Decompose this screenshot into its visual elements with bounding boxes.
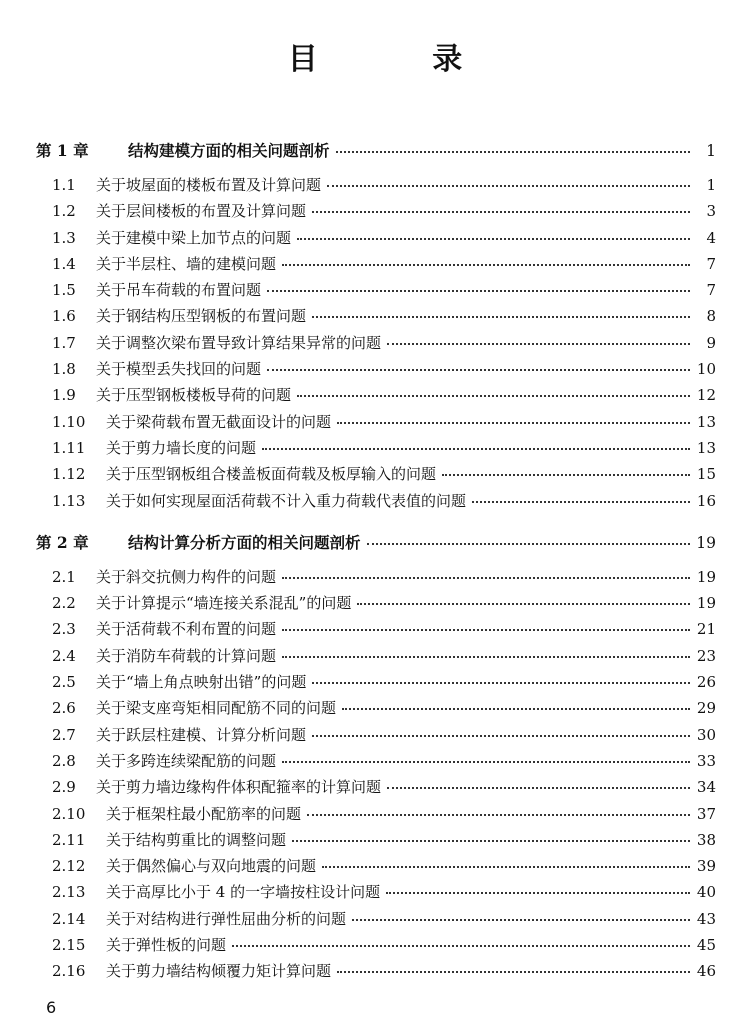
dot-leader xyxy=(262,444,690,450)
dot-leader xyxy=(386,888,690,894)
chapter-page-number: 1 xyxy=(706,142,716,160)
section-page-number: 23 xyxy=(696,646,716,665)
section-number: 1.9 xyxy=(52,386,76,405)
dot-leader xyxy=(282,260,690,266)
section-title: 关于梁支座弯矩相同配筋不同的问题 xyxy=(96,699,337,718)
section-number: 2.4 xyxy=(52,646,76,665)
section-title: 关于偶然偏心与双向地震的问题 xyxy=(106,857,317,876)
section-title: 关于剪力墙结构倾覆力矩计算问题 xyxy=(106,962,332,981)
toc-section-row[interactable] xyxy=(36,330,716,356)
section-number: 2.11 xyxy=(52,830,86,849)
dot-leader xyxy=(352,915,690,921)
dot-leader xyxy=(292,836,690,842)
chapter-title: 结构计算分析方面的相关问题剖析 xyxy=(128,532,361,552)
toc-section-row[interactable] xyxy=(36,827,716,853)
section-page-number: 19 xyxy=(696,567,716,586)
section-number: 1.1 xyxy=(52,176,76,194)
section-page-number: 1 xyxy=(706,176,716,194)
dot-leader xyxy=(312,207,690,213)
toc-section-row[interactable] xyxy=(36,564,716,590)
toc-section-row[interactable] xyxy=(36,461,716,487)
toc-section-row[interactable] xyxy=(36,616,716,642)
section-number: 1.3 xyxy=(52,228,76,247)
dot-leader xyxy=(337,418,690,424)
section-page-number: 12 xyxy=(696,386,716,405)
section-title: 关于压型钢板楼板导荷的问题 xyxy=(96,386,292,405)
dot-leader xyxy=(232,941,690,947)
section-title: 关于半层柱、墙的建模问题 xyxy=(96,254,277,273)
dot-leader xyxy=(322,862,690,868)
dot-leader xyxy=(442,470,690,476)
toc-section-row[interactable] xyxy=(36,488,716,514)
dot-leader xyxy=(342,704,690,710)
section-page-number: 26 xyxy=(696,673,716,692)
toc-section-row[interactable] xyxy=(36,382,716,408)
toc-section-row[interactable] xyxy=(36,409,716,435)
section-title: 关于计算提示“墙连接关系混乱”的问题 xyxy=(96,594,352,613)
section-page-number: 40 xyxy=(696,883,716,902)
section-number: 2.13 xyxy=(52,883,86,902)
chapter-page-number: 19 xyxy=(696,533,716,552)
section-page-number: 43 xyxy=(696,909,716,928)
dot-leader xyxy=(297,234,690,240)
toc-section-row[interactable] xyxy=(36,748,716,774)
section-title: 关于吊车荷载的布置问题 xyxy=(96,281,262,300)
toc-section-row[interactable] xyxy=(36,695,716,721)
section-page-number: 8 xyxy=(706,307,716,326)
dot-leader xyxy=(282,757,690,763)
section-title: 关于钢结构压型钢板的布置问题 xyxy=(96,307,307,326)
section-number: 2.9 xyxy=(52,778,76,797)
section-page-number: 38 xyxy=(696,830,716,849)
dot-leader xyxy=(267,286,690,292)
section-number: 1.5 xyxy=(52,281,76,300)
section-page-number: 13 xyxy=(696,412,716,431)
section-number: 2.16 xyxy=(52,962,86,981)
section-page-number: 9 xyxy=(706,333,716,352)
section-title: 关于“墙上角点映射出错”的问题 xyxy=(96,673,307,692)
chapter-gap xyxy=(36,514,716,528)
page-title: 目 录 xyxy=(287,42,515,77)
toc-section-row[interactable] xyxy=(36,643,716,669)
chapter-title: 结构建模方面的相关问题剖析 xyxy=(128,141,330,160)
toc-chapter-row[interactable] xyxy=(36,136,716,166)
page-number: 6 xyxy=(46,998,57,1017)
dot-leader xyxy=(307,810,690,816)
toc-section-row[interactable] xyxy=(36,277,716,303)
section-title: 关于梁荷载布置无截面设计的问题 xyxy=(106,412,332,431)
section-number: 1.7 xyxy=(52,333,76,352)
toc-section-row[interactable] xyxy=(36,774,716,800)
dot-leader xyxy=(282,573,690,579)
section-title: 关于模型丢失找回的问题 xyxy=(96,360,262,379)
toc-section-row[interactable] xyxy=(36,590,716,616)
dot-leader xyxy=(312,678,690,684)
section-page-number: 34 xyxy=(696,778,716,797)
toc-section-row[interactable] xyxy=(36,251,716,277)
chapter-number: 第 2 章 xyxy=(36,532,89,552)
dot-leader xyxy=(387,339,690,345)
section-number: 1.10 xyxy=(52,412,86,431)
section-number: 2.8 xyxy=(52,751,76,770)
toc-section-row[interactable] xyxy=(36,172,716,198)
toc-section-row[interactable] xyxy=(36,669,716,695)
section-number: 1.2 xyxy=(52,202,76,221)
section-page-number: 10 xyxy=(696,360,716,379)
section-page-number: 7 xyxy=(706,281,716,300)
toc-section-row[interactable] xyxy=(36,435,716,461)
dot-leader xyxy=(282,625,690,631)
section-number: 1.11 xyxy=(52,438,86,457)
section-number: 2.15 xyxy=(52,936,86,955)
section-title: 关于坡屋面的楼板布置及计算问题 xyxy=(96,176,322,194)
section-page-number: 33 xyxy=(696,751,716,770)
toc-section-row[interactable] xyxy=(36,303,716,329)
section-number: 1.12 xyxy=(52,465,86,484)
dot-leader xyxy=(357,599,690,605)
dot-leader xyxy=(327,181,690,187)
section-title: 关于结构剪重比的调整问题 xyxy=(106,830,287,849)
toc-section-row[interactable] xyxy=(36,958,716,984)
toc-section-row[interactable] xyxy=(36,198,716,224)
section-title: 关于压型钢板组合楼盖板面荷载及板厚输入的问题 xyxy=(106,465,437,484)
dot-leader xyxy=(312,312,690,318)
section-page-number: 30 xyxy=(696,725,716,744)
dot-leader xyxy=(282,652,690,658)
toc-section-row[interactable] xyxy=(36,356,716,382)
section-page-number: 3 xyxy=(706,202,716,221)
dot-leader xyxy=(267,365,690,371)
section-page-number: 39 xyxy=(696,857,716,876)
section-title: 关于如何实现屋面活荷载不计入重力荷载代表值的问题 xyxy=(106,491,467,510)
section-number: 1.13 xyxy=(52,491,86,510)
section-title: 关于剪力墙边缘构件体积配箍率的计算问题 xyxy=(96,778,382,797)
section-page-number: 7 xyxy=(706,254,716,273)
section-page-number: 29 xyxy=(696,699,716,718)
chapter-number: 第 1 章 xyxy=(36,141,89,160)
section-title: 关于调整次梁布置导致计算结果异常的问题 xyxy=(96,333,382,352)
section-title: 关于消防车荷载的计算问题 xyxy=(96,646,277,665)
dot-leader xyxy=(312,731,690,737)
dot-leader xyxy=(367,539,690,545)
toc-chapter-row[interactable] xyxy=(36,528,716,558)
section-title: 关于对结构进行弹性屈曲分析的问题 xyxy=(106,909,347,928)
section-page-number: 19 xyxy=(696,594,716,613)
toc-section-row[interactable] xyxy=(36,879,716,905)
dot-leader xyxy=(337,967,690,973)
section-title: 关于剪力墙长度的问题 xyxy=(106,438,257,457)
section-title: 关于活荷载不利布置的问题 xyxy=(96,620,277,639)
section-number: 2.12 xyxy=(52,857,86,876)
section-number: 2.14 xyxy=(52,909,86,928)
section-title: 关于弹性板的问题 xyxy=(106,936,227,955)
section-page-number: 37 xyxy=(696,804,716,823)
section-page-number: 16 xyxy=(696,491,716,510)
section-title: 关于斜交抗侧力构件的问题 xyxy=(96,567,277,586)
section-number: 2.5 xyxy=(52,673,76,692)
section-number: 1.8 xyxy=(52,360,76,379)
section-page-number: 15 xyxy=(696,465,716,484)
section-title: 关于高厚比小于 4 的一字墙按柱设计问题 xyxy=(106,883,381,902)
section-number: 2.2 xyxy=(52,594,76,613)
section-title: 关于框架柱最小配筋率的问题 xyxy=(106,804,302,823)
section-number: 2.6 xyxy=(52,699,76,718)
section-page-number: 13 xyxy=(696,438,716,457)
section-page-number: 45 xyxy=(696,936,716,955)
section-number: 1.4 xyxy=(52,254,76,273)
section-number: 2.10 xyxy=(52,804,86,823)
toc-section-row[interactable] xyxy=(36,853,716,879)
section-page-number: 46 xyxy=(696,962,716,981)
section-number: 2.7 xyxy=(52,725,76,744)
dot-leader xyxy=(336,147,690,153)
section-number: 2.1 xyxy=(52,567,76,586)
section-page-number: 21 xyxy=(696,620,716,639)
section-title: 关于建模中梁上加节点的问题 xyxy=(96,228,292,247)
section-page-number: 4 xyxy=(706,228,716,247)
table-of-contents xyxy=(36,136,716,985)
section-number: 2.3 xyxy=(52,620,76,639)
section-number: 1.6 xyxy=(52,307,76,326)
dot-leader xyxy=(297,391,690,397)
section-title: 关于跃层柱建模、计算分析问题 xyxy=(96,725,307,744)
toc-section-row[interactable] xyxy=(36,722,716,748)
toc-section-row[interactable] xyxy=(36,801,716,827)
dot-leader xyxy=(472,497,690,503)
dot-leader xyxy=(387,783,690,789)
toc-section-row[interactable] xyxy=(36,906,716,932)
toc-section-row[interactable] xyxy=(36,932,716,958)
section-title: 关于层间楼板的布置及计算问题 xyxy=(96,202,307,221)
toc-section-row[interactable] xyxy=(36,225,716,251)
section-title: 关于多跨连续梁配筋的问题 xyxy=(96,751,277,770)
